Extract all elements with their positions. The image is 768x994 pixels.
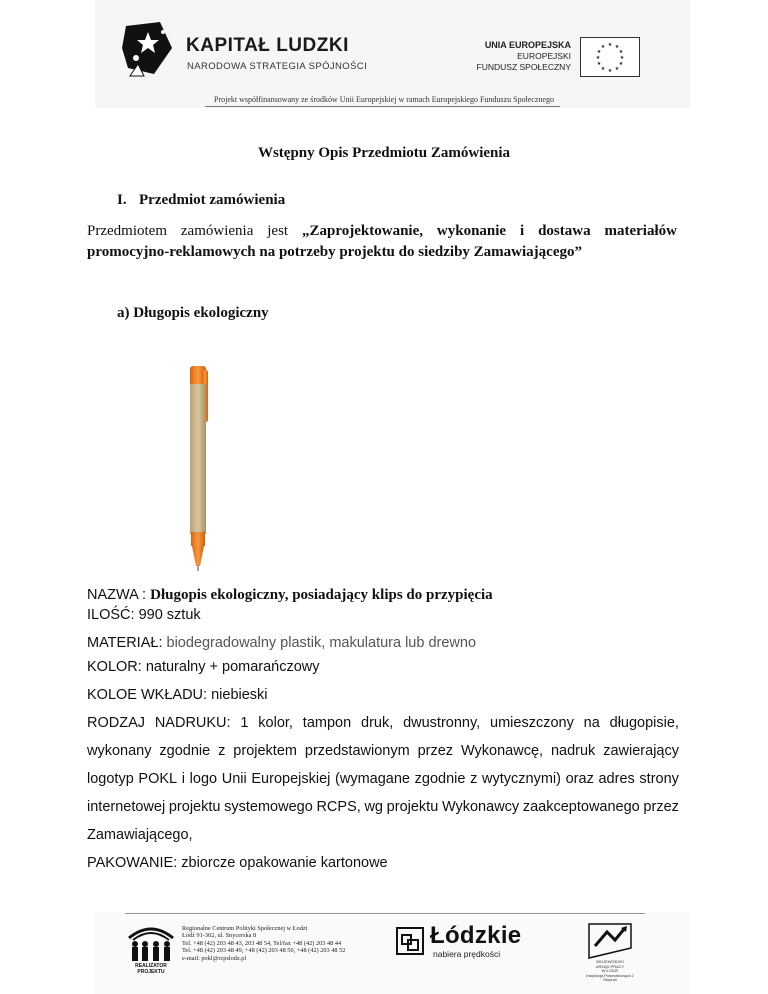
intro-word: zamówienia: [180, 223, 254, 239]
print-word: wytycznymi): [482, 771, 561, 787]
svg-text:★: ★: [607, 68, 613, 74]
spec-label: ILOŚĆ:: [87, 607, 139, 623]
spec-value: 990 sztuk: [138, 607, 201, 623]
svg-text:★: ★: [596, 61, 602, 67]
svg-text:★: ★: [619, 55, 625, 61]
spec-label: MATERIAŁ:: [87, 635, 167, 651]
svg-text:★: ★: [618, 61, 624, 67]
print-word: tampon: [302, 715, 352, 731]
spec-print-line-3: [87, 765, 679, 793]
footer-address: [182, 925, 345, 962]
footer-divider: [125, 913, 645, 914]
eu-line2: EUROPEJSKI: [517, 51, 571, 61]
spec-print-line-2: [87, 737, 679, 765]
item-specs: [87, 585, 679, 877]
intro-bold-word: wykonanie: [436, 223, 507, 239]
realizator-label: REALIZATOR PROJEKTU: [135, 963, 167, 975]
print-word: internetowej: [87, 799, 166, 815]
spec-quantity: [87, 605, 679, 625]
address-line: Tel. +48 (42) 203 48 49, +48 (42) 203 48 50, +48 (42) 203 48 52: [182, 947, 346, 955]
intro-bold-word: dostawa: [538, 223, 591, 239]
print-word: RCPS,: [316, 799, 361, 815]
spec-label: NAZWA :: [87, 587, 151, 603]
intro-bold-word: i: [520, 223, 525, 239]
lodzkie-logo-icon: [395, 926, 425, 956]
intro-bold-word: „Zaprojektowanie,: [302, 223, 423, 239]
spec-value: naturalny + pomarańczowy: [145, 659, 320, 675]
document-title: Wstępny Opis Przedmiotu Zamówienia: [257, 145, 511, 161]
print-word: przez: [643, 799, 679, 815]
wup-label-line: URZĄD PRACY: [595, 963, 625, 969]
spec-value: niebieski: [211, 687, 268, 703]
intro-bold-word: materiałów: [604, 223, 677, 239]
wup-label-line: Instytucja Pośrednicząca 2 Stopnia: [586, 972, 634, 983]
wup-label-line: WOJEWÓDZKI: [596, 959, 624, 964]
print-word: z: [470, 771, 478, 787]
print-word: (wymagane: [335, 771, 410, 787]
print-word: Unii: [221, 771, 247, 787]
print-word: przez: [417, 743, 454, 759]
print-word: umieszczony: [490, 715, 574, 731]
print-word: długopisie,: [609, 715, 679, 731]
print-word: oraz: [565, 771, 594, 787]
spec-packaging: [87, 849, 679, 877]
svg-text:★: ★: [600, 66, 606, 72]
subsection-heading: a) Długopis ekologiczny: [117, 305, 269, 321]
svg-text:★: ★: [614, 44, 620, 50]
eu-line3: FUNDUSZ SPOŁECZNY: [476, 62, 571, 72]
print-word: Europejskiej: [251, 771, 331, 787]
address-line: Tel. +48 (42) 203 48 43, 203 48 54, Tel/fax +48 (42) 203 48 44: [182, 939, 342, 947]
print-word: na: [583, 715, 600, 731]
spec-material: [87, 633, 679, 653]
wup-label: [580, 960, 640, 983]
eco-pen-image: [180, 360, 220, 575]
section-title: Przedmiot zamówienia: [139, 192, 286, 208]
print-word: z: [218, 743, 226, 759]
print-word: nadruk: [550, 743, 596, 759]
svg-text:★: ★: [596, 49, 602, 55]
kapital-ludzki-logo-icon: [118, 18, 178, 80]
intro-line-1: [87, 221, 677, 242]
eu-flag-icon: [580, 37, 640, 77]
spec-print-line-4: [87, 793, 679, 821]
eu-label: [477, 40, 571, 73]
svg-text:★: ★: [595, 55, 601, 61]
spec-color: [87, 653, 679, 681]
address-line: Regionalne Centrum Polityki Społecznej w Łodzi: [182, 925, 308, 932]
eu-line1: UNIA EUROPEJSKA: [484, 40, 571, 50]
print-word: adres: [598, 771, 635, 787]
print-word: strony: [639, 771, 679, 787]
print-word: zaakceptowanego: [522, 799, 640, 815]
print-word: zgodnie: [414, 771, 466, 787]
print-word: POKL: [138, 771, 178, 787]
print-word: NADRUKU:: [154, 715, 231, 731]
print-word: zawierający: [603, 743, 679, 759]
spec-label: PAKOWANIE:: [87, 855, 182, 871]
spec-label: KOLOE WKŁADU:: [87, 687, 212, 703]
print-word: i: [181, 771, 185, 787]
spec-name: [87, 585, 679, 605]
print-word: wg: [364, 799, 383, 815]
spec-value: biodegradowalny plastik, makulatura lub drewno: [166, 635, 477, 651]
section-number: I.: [117, 192, 127, 208]
svg-text:★: ★: [607, 42, 613, 48]
spec-label: KOLOR:: [87, 659, 146, 675]
print-word: zgodnie: [159, 743, 211, 759]
intro-word: Przedmiotem: [87, 223, 167, 239]
lodzkie-tagline: nabiera prędkości: [433, 949, 501, 959]
header-divider: [205, 106, 560, 107]
spec-print-line-1: [87, 709, 679, 737]
lodzkie-wordmark: Łódzkie: [430, 922, 522, 949]
kl-title: KAPITAŁ LUDZKI: [186, 35, 349, 56]
spec-print-line-5: Zamawiającego,: [87, 827, 193, 843]
print-word: RODZAJ: [87, 715, 145, 731]
intro-bold-line: promocyjno-reklamowych na potrzeby projektu do siedziby Zamawiającego”: [87, 244, 582, 260]
print-word: projektem: [233, 743, 297, 759]
print-word: projektu: [168, 799, 221, 815]
spec-value: Długopis ekologiczny, posiadający klips do przypięcia: [150, 587, 493, 603]
kl-subtitle: NARODOWA STRATEGIA SPÓJNOŚCI: [187, 61, 368, 72]
address-line: e-mail: pokl@rcpslodz.pl: [182, 954, 247, 962]
cofinancing-note: Projekt współfinansowany ze środków Unii Europejskiej w ramach Europejskiego Funduszu Społecznego: [214, 95, 554, 104]
print-word: systemowego: [224, 799, 313, 815]
intro-paragraph: [87, 221, 677, 263]
print-word: 1: [240, 715, 249, 731]
print-word: logo: [189, 771, 218, 787]
print-word: kolor,: [258, 715, 293, 731]
intro-line-2: [87, 242, 677, 263]
svg-text:★: ★: [618, 49, 624, 55]
print-word: projektu: [386, 799, 439, 815]
spec-refill: [87, 681, 679, 709]
print-word: logotyp: [87, 771, 134, 787]
address-line: Łódź 91-302, ul. Snycerska 8: [182, 932, 257, 940]
print-word: dwustronny,: [403, 715, 481, 731]
print-word: wykonany: [87, 743, 152, 759]
intro-word: jest: [267, 223, 289, 239]
print-word: przedstawionym: [304, 743, 410, 759]
svg-text:★: ★: [600, 44, 606, 50]
svg-text:★: ★: [614, 66, 620, 72]
print-word: Wykonawcę,: [460, 743, 544, 759]
spec-value: zbiorcze opakowanie kartonowe: [181, 855, 388, 871]
print-word: Wykonawcy: [441, 799, 520, 815]
wup-label-line: W ŁODZI: [601, 968, 619, 974]
print-word: druk,: [361, 715, 394, 731]
